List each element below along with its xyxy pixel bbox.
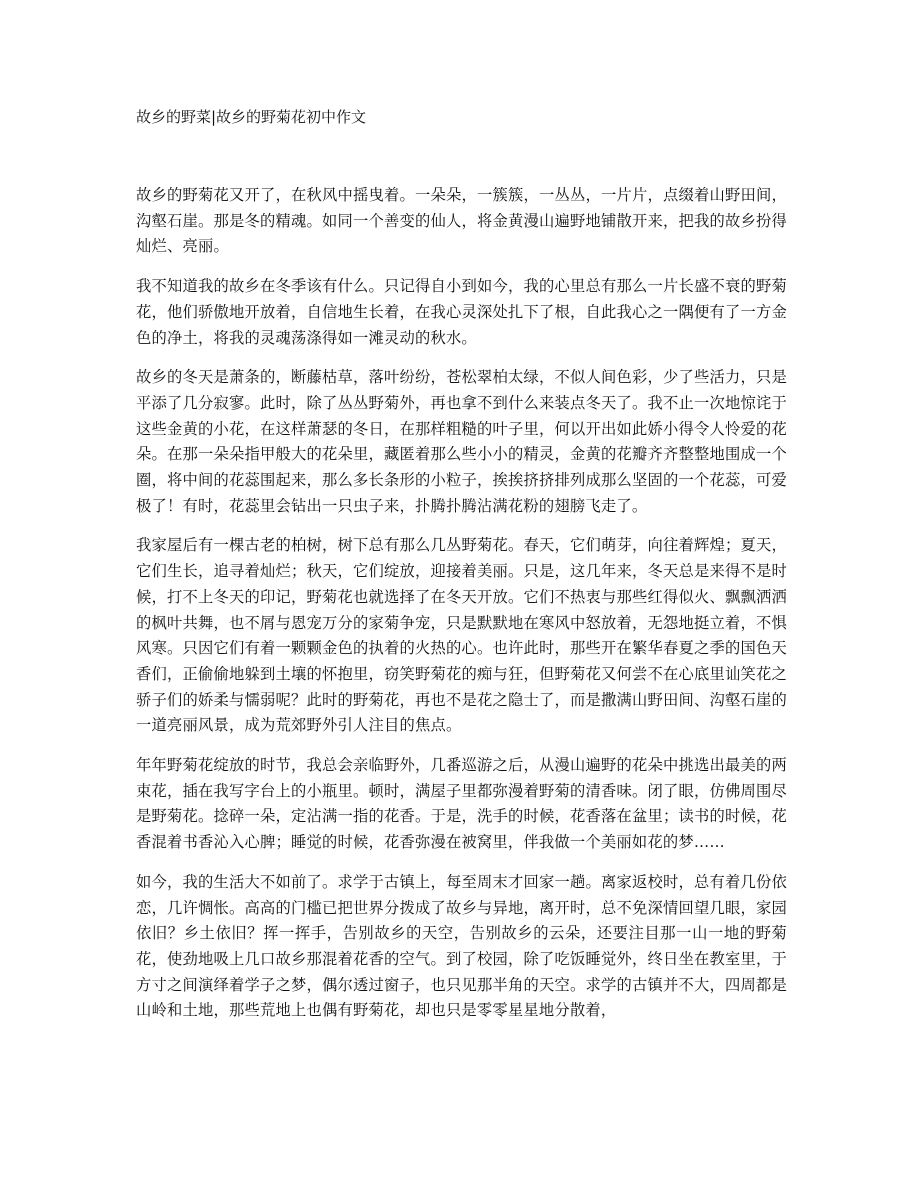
paragraph: 我家屋后有一棵古老的柏树，树下总有那么几丛野菊花。春天，它们萌芽，向往着辉煌；夏天，它们生长，追寻着灿烂；秋天，它们绽放，迎接着美丽。只是，这几年来，冬天总是来得不是时候，打不上冬天的印记，野菊花也就选择了在冬天开放。它们不热衷与那些红得似火、飘飘洒洒的枫叶共舞，也不屑与恩宠万分的家菊争宠，只是默默地在寒风中怒放着，无怨地挺立着，不惧风寒。只因它们有着一颗颗金色的执着的火热的心。也许此时，那些开在繁华春夏之季的国色天香们，正偷偷地躲到土壤的怀抱里，窃笑野菊花的痴与狂，但野菊花又何尝不在心底里讪笑花之骄子们的娇柔与懦弱呢？此时的野菊花，再也不是花之隐士了，而是撒满山野田间、沟壑石崖的一道亮丽风景，成为荒郊野外引人注目的焦点。	[136, 536, 787, 735]
document-body	[136, 183, 787, 1038]
paragraph: 故乡的野菊花又开了，在秋风中摇曳着。一朵朵，一簇簇，一丛丛，一片片，点缀着山野田间，沟壑石崖。那是冬的精魂。如同一个善变的仙人，将金黄漫山遍野地铺散开来，把我的故乡扮得灿烂、亮丽。	[136, 186, 787, 256]
paragraph: 故乡的冬天是萧条的，断藤枯草，落叶纷纷，苍松翠柏太绿，不似人间色彩，少了些活力，只是平添了几分寂寥。此时，除了丛丛野菊外，再也拿不到什么来装点冬天了。我不止一次地惊诧于这些金黄的小花，在这样萧瑟的冬日，在那样粗糙的叶子里，何以开出如此娇小得令人怜爱的花朵。在那一朵朵指甲般大的花朵里，藏匿着那么些小小的精灵，金黄的花瓣齐齐整整地围成一个圈，将中间的花蕊围起来，那么多长条形的小粒子，挨挨挤挤排列成那么坚固的一个花蕊，可爱极了！有时，花蕊里会钻出一只虫子来，扑腾扑腾沾满花粉的翅膀飞走了。	[136, 368, 787, 515]
document-title: 故乡的野菜|故乡的野菊花初中作文	[136, 108, 367, 126]
paragraph: 我不知道我的故乡在冬季该有什么。只记得自小到如今，我的心里总有那么一片长盛不衰的野菊花，他们骄傲地开放着，自信地生长着，在我心灵深处扎下了根，自此我心之一隅便有了一方金色的净土，将我的灵魂荡涤得如一滩灵动的秋水。	[136, 277, 787, 347]
paragraph: 年年野菊花绽放的时节，我总会亲临野外，几番巡游之后，从漫山遍野的花朵中挑选出最美的两束花，插在我写字台上的小瓶里。顿时，满屋子里都弥漫着野菊的清香味。闭了眼，仿佛周围尽是野菊花。捻碎一朵，定沾满一指的花香。于是，洗手的时候，花香落在盆里；读书的时候，花香混着书香沁入心脾；睡觉的时候，花香弥漫在被窝里，伴我做一个美丽如花的梦……	[136, 756, 787, 852]
paragraph: 如今，我的生活大不如前了。求学于古镇上，每至周末才回家一趟。离家返校时，总有着几份依恋，几许惆怅。高高的门槛已把世界分拨成了故乡与异地，离开时，总不免深情回望几眼，家园依旧？乡土依旧？挥一挥手，告别故乡的天空，告别故乡的云朵，还要注目那一山一地的野菊花，使劲地吸上几口故乡那混着花香的空气。到了校园，除了吃饭睡觉外，终日坐在教室里，于方寸之间演绎着学子之梦，偶尔透过窗子，也只见那半角的天空。求学的古镇并不大，四周都是山岭和土地，那些荒地上也偶有野菊花，却也只是零零星星地分散着，	[136, 872, 787, 1020]
